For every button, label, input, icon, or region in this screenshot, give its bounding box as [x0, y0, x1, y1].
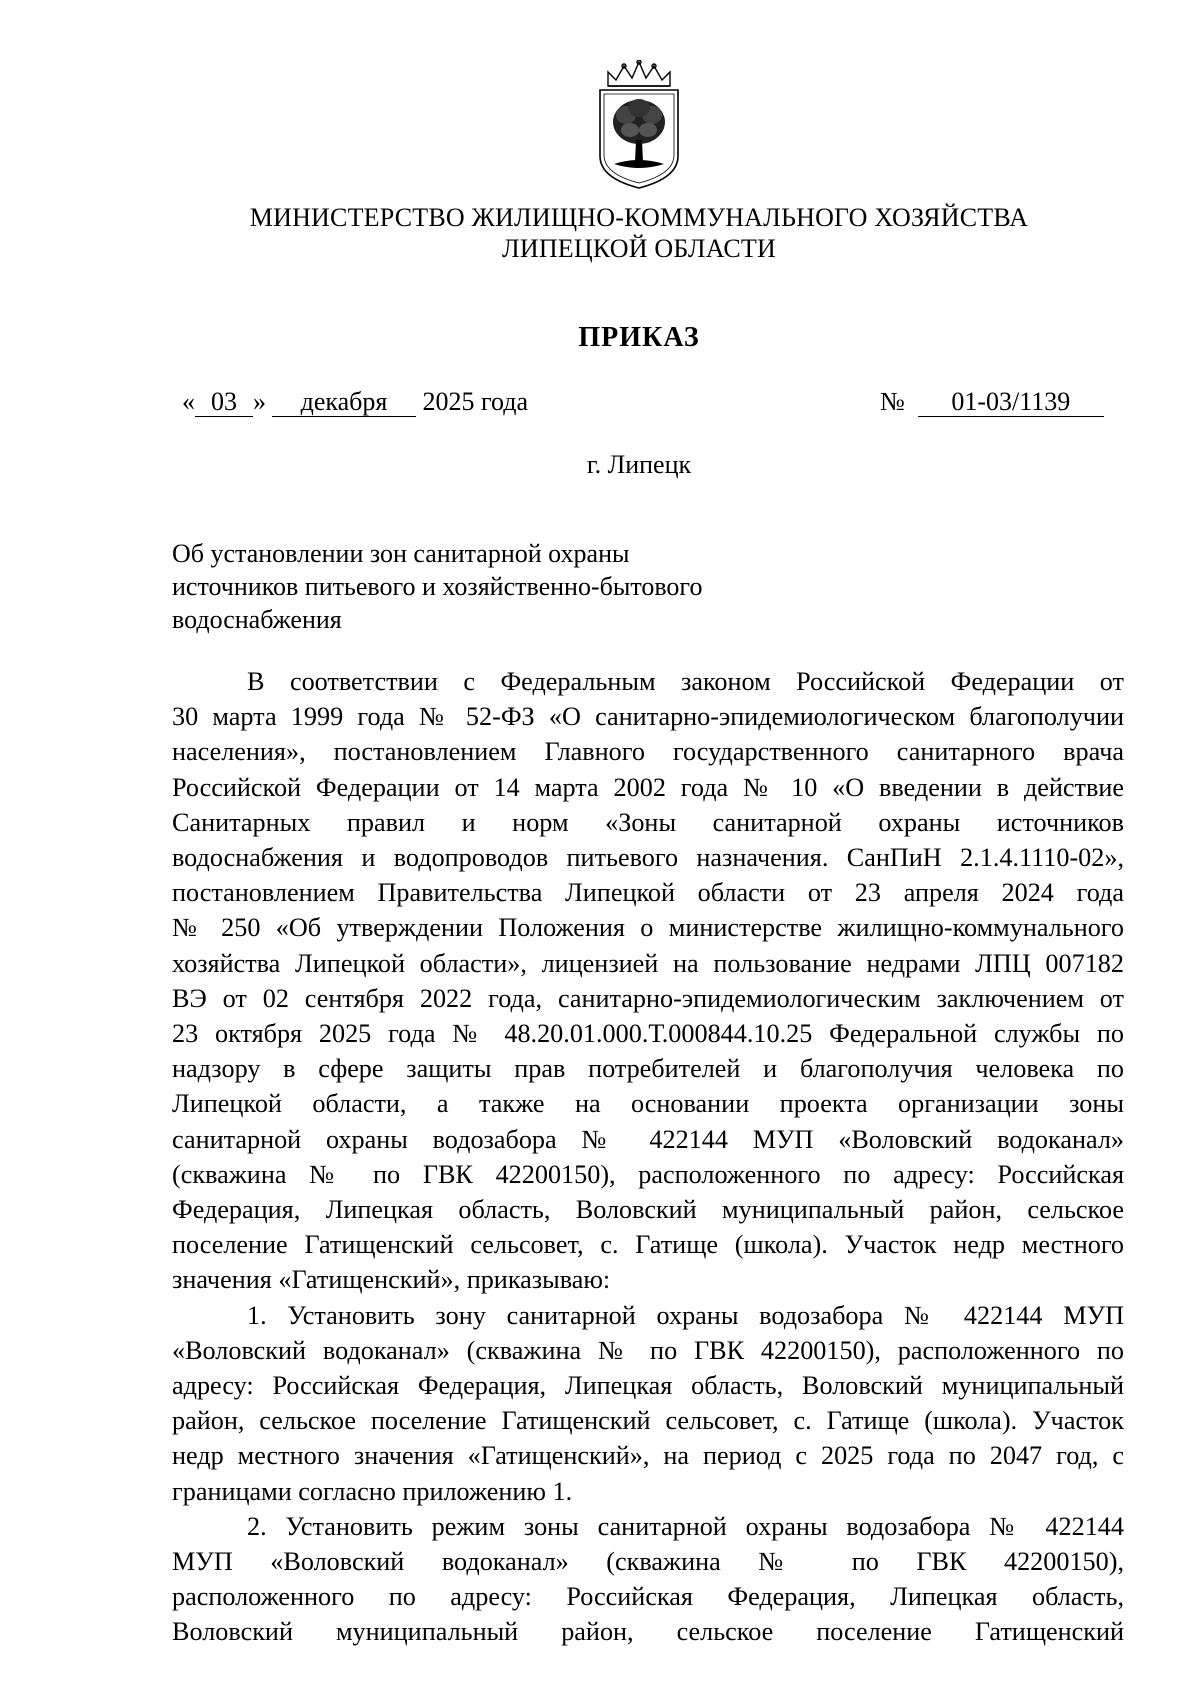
subject-line: источников питьевого и хозяйственно-бытового [172, 572, 703, 601]
text-line: 2. Установить режим зоны санитарной охраны водозабора № 422144 [247, 1511, 1124, 1541]
date-quote-close: » [253, 387, 266, 416]
item-1-paragraph [172, 1298, 1124, 1509]
text-line: населения», постановлением Главного государственного санитарного врача [172, 737, 1124, 767]
text-line: № 250 «Об утверждении Положения о министерстве жилищно-коммунального [172, 913, 1124, 943]
text-line: Российской Федерации от 14 марта 2002 года № 10 «О введении в действие [172, 772, 1124, 802]
text-line: надзору в сфере защиты прав потребителей и благополучия человека по [172, 1054, 1124, 1084]
text-line: водоснабжения и водопроводов питьевого назначения. СанПиН 2.1.4.1110-02», [172, 843, 1124, 873]
number-sign: № [880, 387, 905, 416]
lipetsk-coat-of-arms-icon [596, 60, 682, 190]
city: г. Липецк [586, 450, 692, 479]
text-line: значения «Гатищенский», приказываю: [172, 1265, 611, 1295]
ministry-name-line2: ЛИПЕЦКОЙ ОБЛАСТИ [502, 234, 776, 263]
text-line: недр местного значения «Гатищенский», на период с 2025 года по 2047 год, с [172, 1441, 1124, 1471]
text-line: поселение Гатищенский сельсовет, с. Гатище (школа). Участок недр местного [172, 1230, 1124, 1260]
text-line: Липецкой области, а также на основании проекта организации зоны [172, 1089, 1124, 1119]
item-2-paragraph [172, 1509, 1124, 1650]
text-line: В соответствии с Федеральным законом Российской Федерации от [247, 667, 1124, 696]
order-date [182, 385, 528, 419]
preamble-paragraph [172, 664, 1124, 1298]
text-line: 30 марта 1999 года № 52-ФЗ «О санитарно-эпидемиологическом благополучии [172, 702, 1124, 732]
text-line: 23 октября 2025 года № 48.20.01.000.Т.000844.10.25 Федеральной службы по [172, 1019, 1124, 1049]
ministry-name-line1: МИНИСТЕРСТВО ЖИЛИЩНО-КОММУНАЛЬНОГО ХОЗЯЙСТВА [249, 203, 1029, 232]
date-day: 03 [195, 388, 253, 417]
order-number [880, 385, 1104, 419]
text-line: Федерация, Липецкая область, Воловский муниципальный район, сельское [172, 1195, 1124, 1225]
text-line: «Воловский водоканал» (скважина № по ГВК 42200150), расположенного по [172, 1335, 1124, 1365]
subject-line: Об установлении зон санитарной охраны [172, 539, 630, 568]
text-line: МУП «Воловский водоканал» (скважина № по ГВК 42200150), [172, 1547, 1124, 1577]
order-title: ПРИКАЗ [578, 322, 700, 353]
number-value: 01-03/1139 [918, 388, 1104, 417]
text-line: 1. Установить зону санитарной охраны водозабора № 422144 МУП [247, 1300, 1124, 1330]
text-line: Санитарных правил и норм «Зоны санитарной охраны источников [172, 807, 1124, 837]
date-quote-open: « [182, 387, 195, 416]
text-line: границами согласно приложению 1. [172, 1476, 573, 1506]
subject-line: водоснабжения [172, 605, 342, 634]
text-line: расположенного по адресу: Российская Федерация, Липецкая область, [172, 1582, 1124, 1612]
text-line: район, сельское поселение Гатищенский сельсовет, с. Гатище (школа). Участок [172, 1406, 1124, 1436]
text-line: Воловский муниципальный район, сельское поселение Гатищенский [172, 1617, 1124, 1647]
text-line: санитарной охраны водозабора № 422144 МУП «Воловский водоканал» [172, 1124, 1124, 1154]
text-line: ВЭ от 02 сентября 2022 года, санитарно-эпидемиологическим заключением от [172, 983, 1124, 1013]
date-month: декабря [272, 388, 416, 417]
order-subject [172, 537, 772, 636]
text-line: хозяйства Липецкой области», лицензией на пользование недрами ЛПЦ 007182 [172, 948, 1124, 978]
text-line: адресу: Российская Федерация, Липецкая область, Воловский муниципальный [172, 1371, 1124, 1401]
order-body [172, 664, 1124, 1650]
text-line: (скважина № по ГВК 42200150), расположенного по адресу: Российская [172, 1159, 1124, 1189]
text-line: постановлением Правительства Липецкой области от 23 апреля 2024 года [172, 878, 1124, 908]
date-year: 2025 года [422, 387, 529, 416]
